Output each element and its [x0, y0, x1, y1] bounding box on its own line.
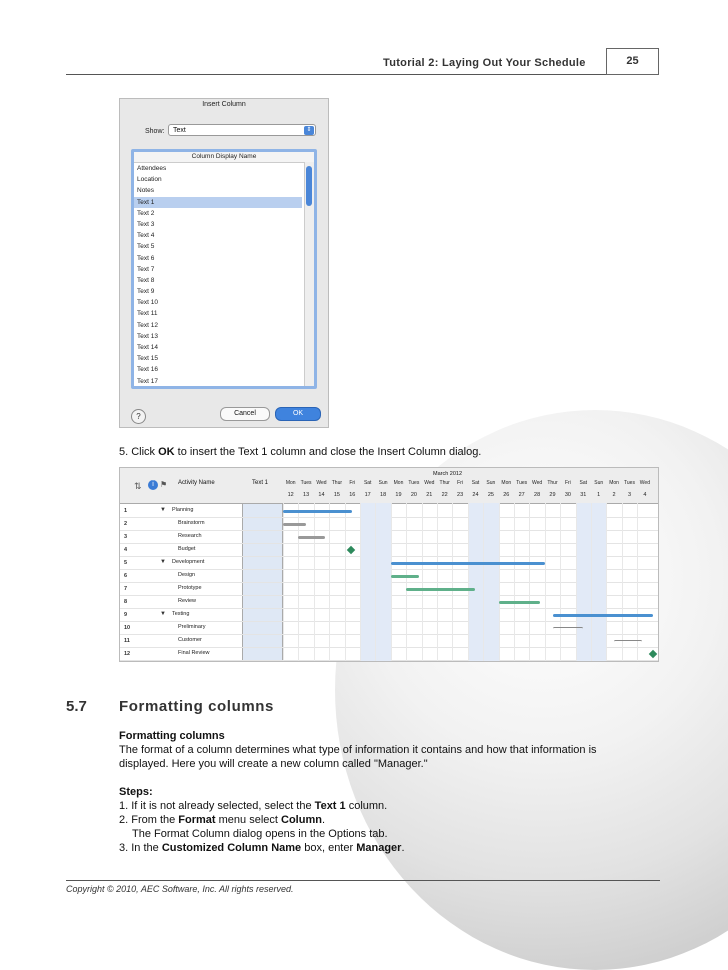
day-of-week: Wed: [316, 480, 327, 486]
column-list[interactable]: [131, 149, 317, 389]
activity-name: Design: [178, 572, 196, 578]
weekend-column: [360, 503, 375, 661]
list-item[interactable]: Text 3: [137, 220, 155, 228]
day-of-week: Wed: [639, 480, 650, 486]
day-of-week: Wed: [424, 480, 435, 486]
weekend-column: [576, 503, 591, 661]
day-of-week: Mon: [393, 480, 404, 486]
activity-name: Development: [172, 559, 205, 565]
step-2-note: The Format Column dialog opens in the Options tab.: [132, 828, 388, 840]
day-of-week: Fri: [349, 480, 356, 486]
day-of-week: Sun: [378, 480, 388, 486]
task-bar[interactable]: [391, 562, 545, 565]
step3-a: 3. In the: [119, 842, 162, 854]
row-number: 10: [124, 625, 131, 631]
row-number: 3: [124, 534, 128, 540]
day-number: 1: [597, 492, 601, 498]
grid-line: [345, 503, 346, 661]
help-button[interactable]: ?: [131, 409, 146, 424]
grid-line: [622, 503, 623, 661]
step5-suffix: to insert the Text 1 column and close the Insert Column dialog.: [174, 446, 482, 458]
day-of-week: Mon: [501, 480, 512, 486]
activity-name: Testing: [172, 611, 190, 617]
grid-line: [560, 503, 561, 661]
day-of-week: Mon: [609, 480, 619, 486]
grid-line: [422, 503, 423, 661]
grid-line: [483, 503, 484, 661]
day-number: 31: [580, 492, 587, 498]
row-number: 5: [124, 560, 128, 566]
day-of-week: Sun: [594, 480, 604, 486]
step2-d: Column: [281, 814, 322, 826]
day-number: 4: [643, 492, 647, 498]
activity-name-header[interactable]: Activity Name: [178, 480, 215, 486]
step3-e: .: [401, 842, 405, 854]
list-item[interactable]: Text 15: [137, 355, 158, 363]
day-number: 24: [472, 492, 479, 498]
row-number: 4: [124, 547, 128, 553]
list-item[interactable]: Text 9: [137, 288, 155, 296]
day-of-week: Tues: [300, 480, 312, 486]
list-item[interactable]: Text 16: [137, 366, 158, 374]
list-item[interactable]: Text 11: [137, 310, 158, 318]
info-icon[interactable]: i: [148, 480, 158, 490]
footer-copyright: Copyright © 2010, AEC Software, Inc. All rights reserved.: [66, 884, 294, 894]
step3-c: box, enter: [301, 842, 357, 854]
list-item[interactable]: Text 2: [137, 209, 155, 217]
row-number: 7: [124, 586, 128, 592]
day-of-week: Sun: [486, 480, 496, 486]
row-number: 11: [124, 638, 130, 644]
list-item[interactable]: Location: [137, 176, 162, 184]
month-label: March 2012: [433, 471, 463, 477]
day-of-week: Sat: [579, 480, 588, 486]
step-5: [119, 446, 481, 458]
activity-name: Prototype: [178, 585, 202, 591]
list-items: [134, 163, 314, 387]
weekend-column: [591, 503, 606, 661]
task-bar[interactable]: [614, 640, 642, 643]
day-number: 15: [333, 492, 340, 498]
task-bar[interactable]: [298, 536, 324, 539]
grid-line: [468, 503, 469, 661]
day-of-week: Fri: [457, 480, 463, 486]
step3-d: Manager: [356, 842, 402, 854]
grid-line: [375, 503, 376, 661]
insert-column-dialog: [119, 98, 329, 428]
step2-b: Format: [178, 814, 216, 826]
day-of-week: Thur: [547, 480, 558, 486]
activity-name: Brainstorm: [178, 520, 205, 526]
activity-name: Planning: [172, 507, 194, 513]
day-number: 27: [518, 492, 525, 498]
footer-rule: [66, 880, 660, 881]
chevron-updown-icon: ⇕: [304, 126, 314, 135]
page-number: 25: [606, 48, 659, 75]
list-item[interactable]: Attendees: [137, 165, 167, 172]
section-title: Formatting columns: [119, 698, 274, 715]
list-item[interactable]: Text 13: [137, 332, 158, 340]
day-number: 25: [487, 492, 494, 498]
day-of-week: Tues: [516, 480, 528, 486]
grid-line: [545, 503, 546, 661]
grid-line: [391, 503, 392, 661]
day-number: 12: [287, 492, 294, 498]
row-number: 8: [124, 599, 128, 605]
day-of-week: Thur: [439, 480, 450, 486]
step1-b: Text 1: [314, 800, 346, 812]
list-item[interactable]: Text 14: [137, 344, 158, 351]
day-number: 19: [395, 492, 402, 498]
intro-line-1: The format of a column determines what type of information it contains and how that information is: [119, 744, 597, 756]
cancel-button[interactable]: Cancel: [220, 407, 270, 421]
text1-header[interactable]: Text 1: [252, 480, 269, 486]
list-item[interactable]: Text 10: [137, 299, 158, 307]
day-number: 21: [426, 492, 433, 498]
list-item[interactable]: Text 7: [137, 265, 155, 273]
day-of-week: Tues: [624, 480, 635, 486]
show-select-value: Text: [173, 127, 186, 134]
disclosure-triangle-icon[interactable]: ▼: [160, 507, 166, 513]
task-bar[interactable]: [406, 588, 475, 591]
day-number: 13: [303, 492, 310, 498]
step2-c: menu select: [215, 814, 281, 826]
step-2: [119, 813, 325, 827]
day-number: 26: [503, 492, 510, 498]
list-item[interactable]: Text 17: [137, 377, 158, 385]
list-item[interactable]: Notes: [137, 187, 154, 195]
list-header: Column Display Name: [134, 152, 314, 163]
grid-line: [576, 503, 577, 661]
step-3: [119, 841, 405, 855]
day-number: 28: [534, 492, 541, 498]
task-bar[interactable]: [553, 627, 584, 630]
ok-button[interactable]: OK: [275, 407, 321, 421]
grid-line: [591, 503, 592, 661]
row-number: 6: [124, 573, 128, 579]
list-item[interactable]: Text 4: [137, 232, 155, 240]
section-number: 5.7: [66, 698, 87, 715]
grid-line: [437, 503, 438, 661]
grid-line: [283, 503, 284, 661]
subheading: Formatting columns: [119, 730, 225, 742]
list-item[interactable]: Text 8: [137, 276, 155, 284]
day-of-week: Fri: [564, 480, 571, 486]
list-item[interactable]: Text 6: [137, 254, 155, 262]
step1-a: 1. If it is not already selected, select the: [119, 800, 315, 812]
gantt-header: [120, 468, 658, 504]
day-number: 30: [564, 492, 571, 498]
activity-name: Customer: [178, 637, 202, 643]
activity-name: Review: [178, 598, 197, 604]
task-bar[interactable]: [553, 614, 653, 617]
weekend-column: [483, 503, 498, 661]
step2-a: 2. From the: [119, 814, 179, 826]
day-number: 22: [441, 492, 448, 498]
grid-line: [452, 503, 453, 661]
grid-line: [360, 503, 361, 661]
steps-label: Steps:: [119, 786, 153, 798]
activity-name: Budget: [178, 546, 196, 552]
row-number: 12: [124, 651, 131, 657]
grid-line: [514, 503, 515, 661]
sort-icon[interactable]: ⇅: [134, 481, 142, 491]
grid-line: [637, 503, 638, 661]
day-number: 23: [457, 492, 464, 498]
disclosure-triangle-icon[interactable]: ▼: [160, 559, 166, 565]
step3-b: Customized Column Name: [161, 842, 302, 854]
task-bar[interactable]: [499, 601, 541, 604]
grid-line: [406, 503, 407, 661]
day-of-week: Mon: [285, 480, 296, 486]
running-header: Tutorial 2: Laying Out Your Schedule: [383, 57, 586, 69]
grid-line: [529, 503, 530, 661]
task-bar[interactable]: [283, 523, 306, 526]
task-bar[interactable]: [391, 575, 419, 578]
step-1: [119, 799, 387, 813]
step5-ok: OK: [158, 446, 175, 458]
gantt-chart: [119, 467, 659, 662]
grid-line: [298, 503, 299, 661]
day-number: 14: [318, 492, 325, 498]
step5-prefix: 5. Click: [119, 446, 159, 458]
day-number: 18: [380, 492, 387, 498]
activity-name: Final Review: [178, 650, 210, 656]
step2-e: .: [321, 814, 326, 826]
day-of-week: Tues: [408, 480, 420, 486]
grid-line: [499, 503, 500, 661]
show-label: Show:: [145, 128, 165, 135]
day-number: 20: [410, 492, 417, 498]
weekend-column: [375, 503, 390, 661]
grid-line: [314, 503, 315, 661]
row-number: 9: [124, 612, 128, 618]
day-of-week: Sat: [363, 480, 372, 486]
list-item[interactable]: Text 5: [137, 243, 155, 251]
intro-line-2: displayed. Here you will create a new column called "Manager.": [119, 758, 428, 770]
list-item[interactable]: Text 1: [134, 197, 302, 208]
row-number: 2: [124, 521, 128, 527]
day-of-week: Thur: [331, 480, 343, 486]
day-number: 17: [364, 492, 371, 498]
dialog-title: Insert Column: [202, 101, 246, 108]
header-rule: [66, 74, 606, 75]
list-scrollbar[interactable]: [304, 162, 314, 386]
task-bar[interactable]: [283, 510, 352, 513]
day-number: 2: [612, 492, 616, 498]
flag-icon[interactable]: ⚑: [160, 480, 168, 489]
day-of-week: Wed: [531, 480, 543, 486]
weekend-column: [468, 503, 483, 661]
day-number: 3: [627, 492, 632, 498]
row-number: 1: [124, 508, 128, 514]
day-number: 16: [349, 492, 356, 498]
step1-c: column.: [345, 800, 388, 812]
show-select[interactable]: [168, 124, 316, 136]
day-number: 29: [549, 492, 556, 498]
activity-name: Research: [178, 533, 202, 539]
list-item[interactable]: Text 12: [137, 321, 158, 329]
grid-line: [606, 503, 607, 661]
grid-line: [329, 503, 330, 661]
disclosure-triangle-icon[interactable]: ▼: [160, 611, 166, 617]
day-of-week: Sat: [471, 480, 480, 486]
activity-name: Preliminary: [178, 624, 206, 630]
scrollbar-thumb[interactable]: [306, 166, 312, 206]
